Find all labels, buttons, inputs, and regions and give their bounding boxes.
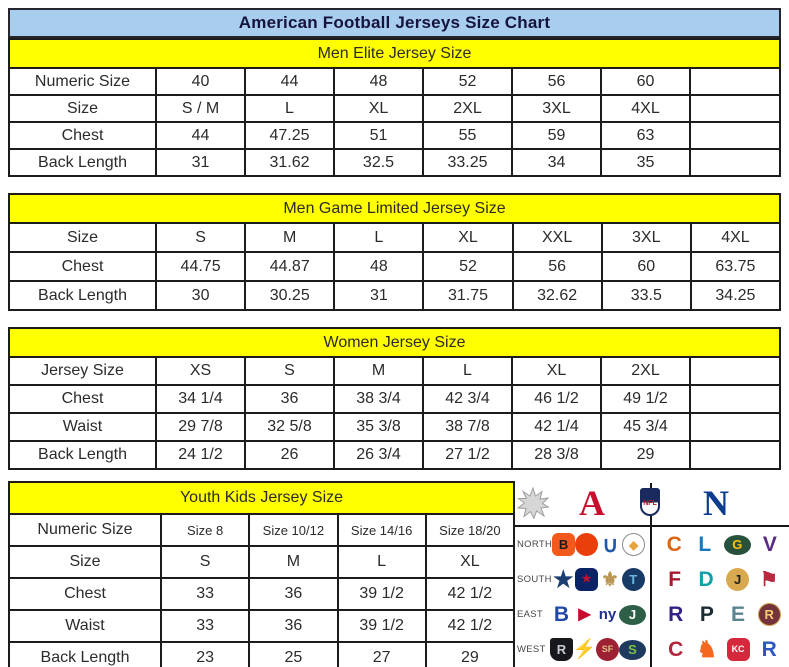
- size-cell: XL: [426, 546, 514, 578]
- size-cell: 39 1/2: [338, 578, 426, 610]
- browns-logo: [575, 533, 598, 556]
- size-cell: 33.5: [602, 281, 691, 310]
- size-cell: 29: [601, 441, 690, 469]
- section-header-men-game: Men Game Limited Jersey Size: [9, 194, 780, 223]
- size-cell: Size 8: [161, 514, 249, 546]
- size-cell: 42 3/4: [423, 385, 512, 413]
- row-label: Chest: [9, 385, 156, 413]
- row-label: Size: [9, 95, 156, 122]
- table-row: [9, 413, 780, 441]
- redskins-logo: R: [758, 603, 781, 626]
- size-cell: 32 5/8: [245, 413, 334, 441]
- size-cell: 34: [512, 149, 601, 176]
- table-row: [9, 357, 780, 385]
- size-cell: 33: [161, 578, 249, 610]
- size-cell: 45 3/4: [601, 413, 690, 441]
- size-cell: 26: [245, 441, 334, 469]
- size-cell: 29: [426, 642, 514, 667]
- row-label: Chest: [9, 578, 161, 610]
- nfl-teams-panel: [517, 483, 789, 667]
- patriots-logo: ▶: [578, 605, 591, 623]
- row-label: Waist: [9, 413, 156, 441]
- size-cell: [690, 385, 780, 413]
- size-cell: 36: [249, 610, 337, 642]
- table-row: [9, 578, 514, 610]
- size-cell: [690, 68, 780, 95]
- size-cell: 23: [161, 642, 249, 667]
- men-elite-size-table: [8, 38, 781, 177]
- giants-logo: ny: [598, 606, 617, 623]
- size-cell: L: [423, 357, 512, 385]
- table-row: [9, 252, 780, 281]
- women-size-table: [8, 327, 781, 470]
- size-cell: 2XL: [601, 357, 690, 385]
- table-row: [9, 610, 514, 642]
- size-cell: 52: [423, 252, 512, 281]
- saints-logo: ⚜: [600, 568, 619, 591]
- division-row-north: [517, 527, 789, 562]
- page-title: American Football Jerseys Size Chart: [8, 8, 781, 38]
- size-cell: 34 1/4: [156, 385, 245, 413]
- nfc-west-logos: [650, 638, 789, 661]
- size-cell: Size 14/16: [338, 514, 426, 546]
- size-cell: XL: [423, 223, 512, 252]
- size-cell: 31.62: [245, 149, 334, 176]
- size-cell: [690, 95, 780, 122]
- size-cell: 32.62: [513, 281, 602, 310]
- nfc-east-logos: [650, 603, 789, 626]
- size-cell: [690, 122, 780, 149]
- row-label: Size: [9, 546, 161, 578]
- row-label: Back Length: [9, 642, 161, 667]
- dolphins-logo: D: [698, 568, 714, 591]
- size-cell: 3XL: [512, 95, 601, 122]
- afc-south-logos: [552, 568, 649, 591]
- table-row: [9, 95, 780, 122]
- jaguars-logo: J: [726, 568, 749, 591]
- size-cell: 44.75: [156, 252, 245, 281]
- colts-logo: ∪: [602, 531, 619, 557]
- size-cell: 38 7/8: [423, 413, 512, 441]
- row-label: Numeric Size: [9, 68, 156, 95]
- size-cell: XL: [334, 95, 423, 122]
- fortyniners-logo: SF: [596, 638, 619, 661]
- nfl-shield-label: NFL: [643, 500, 657, 507]
- table-row: [9, 546, 514, 578]
- size-cell: [690, 149, 780, 176]
- table-row: [9, 642, 514, 667]
- size-cell: 33: [161, 610, 249, 642]
- size-cell: 47.25: [245, 122, 334, 149]
- size-cell: 31: [156, 149, 245, 176]
- men-game-limited-size-table: [8, 193, 781, 311]
- afc-logo: A: [579, 483, 605, 523]
- nfc-south-logos: [649, 568, 789, 591]
- division-label: WEST: [517, 644, 546, 655]
- size-cell: 31.75: [423, 281, 512, 310]
- size-cell: S / M: [156, 95, 245, 122]
- section-header-men-elite: Men Elite Jersey Size: [9, 39, 780, 68]
- vikings-logo: V: [762, 533, 777, 556]
- falcons-logo: F: [668, 568, 682, 591]
- table-row: [9, 122, 780, 149]
- size-cell: 42 1/2: [426, 578, 514, 610]
- size-cell: 56: [513, 252, 602, 281]
- lions-logo: L: [698, 533, 712, 556]
- division-label: NORTH: [517, 539, 553, 550]
- row-label: Chest: [9, 122, 156, 149]
- row-label: Back Length: [9, 281, 156, 310]
- size-cell: Size 18/20: [426, 514, 514, 546]
- size-cell: 30: [156, 281, 245, 310]
- table-row: [9, 281, 780, 310]
- size-cell: S: [245, 357, 334, 385]
- size-cell: 42 1/2: [426, 610, 514, 642]
- row-label: Back Length: [9, 149, 156, 176]
- size-cell: 24 1/2: [156, 441, 245, 469]
- size-cell: 27: [338, 642, 426, 667]
- table-row: [9, 385, 780, 413]
- raiders-logo: R: [550, 638, 573, 661]
- size-cell: XS: [156, 357, 245, 385]
- size-cell: 4XL: [601, 95, 690, 122]
- size-cell: XXL: [513, 223, 602, 252]
- panthers-logo: P: [699, 603, 714, 626]
- size-cell: 28 3/8: [512, 441, 601, 469]
- row-label: Jersey Size: [9, 357, 156, 385]
- division-row-east: [517, 597, 789, 632]
- division-row-west: [517, 632, 789, 667]
- nfl-panel-header: [517, 483, 789, 525]
- chiefs-logo: KC: [727, 638, 750, 661]
- buccaneers-logo: ⚑: [760, 568, 778, 591]
- size-cell: 2XL: [423, 95, 512, 122]
- division-label: SOUTH: [517, 574, 552, 585]
- size-cell: 49 1/2: [601, 385, 690, 413]
- steelers-logo: ◆: [622, 533, 645, 556]
- cardinals-logo: C: [668, 638, 684, 661]
- size-cell: 30.25: [245, 281, 334, 310]
- size-cell: 48: [334, 68, 423, 95]
- packers-logo: G: [724, 535, 751, 555]
- size-cell: M: [249, 546, 337, 578]
- size-cell: 4XL: [691, 223, 780, 252]
- size-cell: 56: [512, 68, 601, 95]
- row-label: Numeric Size: [9, 514, 161, 546]
- seahawks-logo: S: [619, 640, 646, 660]
- size-cell: 60: [601, 68, 690, 95]
- size-cell: 60: [602, 252, 691, 281]
- size-cell: Size 10/12: [249, 514, 337, 546]
- size-cell: 40: [156, 68, 245, 95]
- size-cell: 36: [245, 385, 334, 413]
- size-cell: S: [156, 223, 245, 252]
- table-row: [9, 514, 514, 546]
- size-cell: [690, 357, 780, 385]
- titans-logo: T: [622, 568, 645, 591]
- ravens-logo: R: [668, 603, 684, 626]
- division-rows: [517, 527, 789, 667]
- size-cell: 26 3/4: [334, 441, 423, 469]
- section-header-youth: Youth Kids Jersey Size: [9, 482, 514, 514]
- division-label: EAST: [517, 609, 544, 620]
- size-cell: 36: [249, 578, 337, 610]
- size-cell: 32.5: [334, 149, 423, 176]
- nfc-north-logos: [649, 533, 789, 556]
- sunburst-icon: [517, 487, 549, 519]
- size-cell: 55: [423, 122, 512, 149]
- bears-logo: C: [666, 533, 682, 556]
- size-cell: 59: [512, 122, 601, 149]
- size-cell: 48: [334, 252, 423, 281]
- size-cell: 44: [245, 68, 334, 95]
- cowboys-star-logo: ★: [552, 566, 574, 592]
- afc-east-logos: [550, 603, 650, 626]
- size-cell: 35 3/8: [334, 413, 423, 441]
- size-cell: 38 3/4: [334, 385, 423, 413]
- size-cell: 35: [601, 149, 690, 176]
- size-cell: 31: [334, 281, 423, 310]
- nfl-shield-icon: [640, 488, 660, 516]
- rams-logo: R: [761, 638, 777, 661]
- size-cell: 25: [249, 642, 337, 667]
- size-cell: 33.25: [423, 149, 512, 176]
- size-cell: 29 7/8: [156, 413, 245, 441]
- afc-west-logos: [550, 638, 650, 661]
- size-cell: 42 1/4: [512, 413, 601, 441]
- table-row: [9, 441, 780, 469]
- nfc-logo: N: [703, 483, 729, 523]
- size-cell: 46 1/2: [512, 385, 601, 413]
- broncos-logo: ♞: [696, 636, 718, 662]
- size-cell: 44.87: [245, 252, 334, 281]
- row-label: Back Length: [9, 441, 156, 469]
- afc-north-logos: [552, 533, 649, 556]
- size-cell: 52: [423, 68, 512, 95]
- size-cell: 51: [334, 122, 423, 149]
- texans-logo: ★: [575, 568, 598, 591]
- youth-size-table: [8, 481, 515, 667]
- row-label: Chest: [9, 252, 156, 281]
- row-label: Waist: [9, 610, 161, 642]
- table-row: [9, 223, 780, 252]
- size-cell: 34.25: [691, 281, 780, 310]
- bills-logo: B: [553, 603, 570, 626]
- size-cell: 63.75: [691, 252, 780, 281]
- jets-logo: J: [619, 605, 646, 625]
- size-cell: M: [334, 357, 423, 385]
- size-cell: L: [338, 546, 426, 578]
- size-cell: 63: [601, 122, 690, 149]
- size-cell: 39 1/2: [338, 610, 426, 642]
- size-cell: [690, 441, 780, 469]
- row-label: Size: [9, 223, 156, 252]
- eagles-logo: E: [731, 603, 746, 626]
- size-cell: L: [334, 223, 423, 252]
- section-header-women: Women Jersey Size: [9, 328, 780, 357]
- size-cell: M: [245, 223, 334, 252]
- size-cell: 3XL: [602, 223, 691, 252]
- size-cell: 27 1/2: [423, 441, 512, 469]
- size-cell: [690, 413, 780, 441]
- division-row-south: [517, 562, 789, 597]
- size-cell: L: [245, 95, 334, 122]
- table-row: [9, 149, 780, 176]
- size-cell: XL: [512, 357, 601, 385]
- size-cell: S: [161, 546, 249, 578]
- table-row: [9, 68, 780, 95]
- size-cell: 44: [156, 122, 245, 149]
- bengals-logo: B: [552, 533, 575, 556]
- chargers-logo: ⚡: [572, 639, 597, 660]
